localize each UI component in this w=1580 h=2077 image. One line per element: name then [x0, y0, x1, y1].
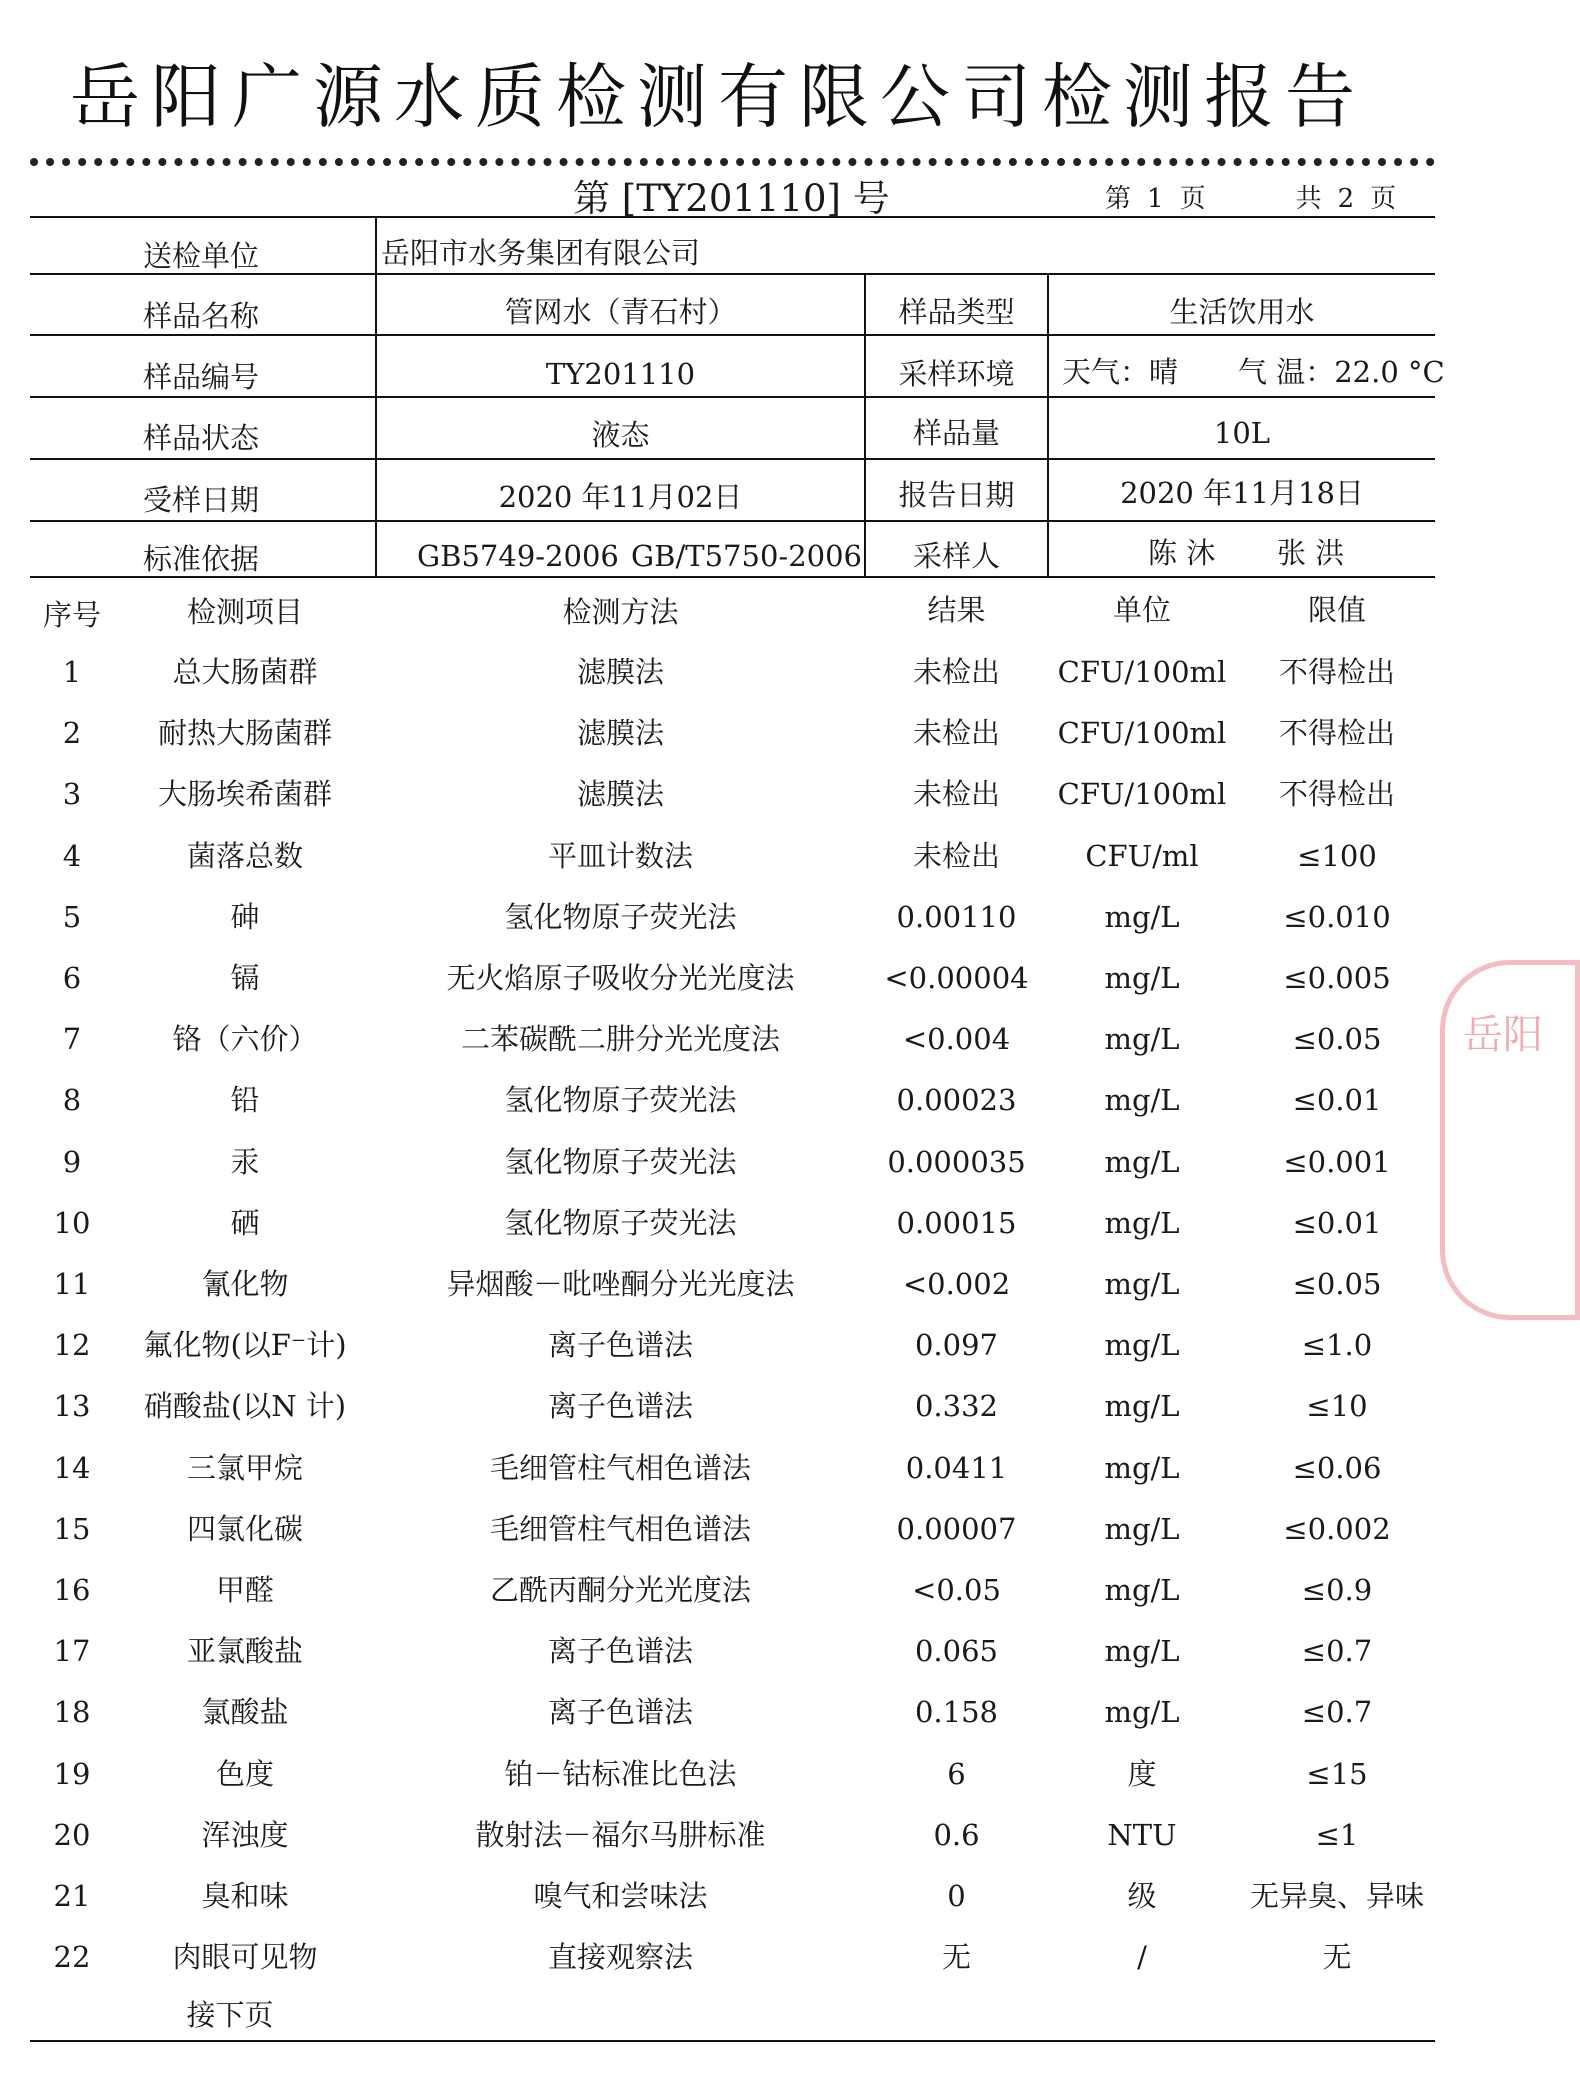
header-unit: 单位	[1112, 593, 1171, 627]
cell-method: 氢化物原子荧光法	[504, 900, 737, 934]
cell-no: 15	[53, 1512, 91, 1546]
cell-result: 0.00007	[896, 1512, 1017, 1546]
cell-result: 未检出	[912, 716, 1000, 750]
cell-unit: mg/L	[1104, 1695, 1180, 1729]
cell-item: 砷	[230, 900, 260, 934]
cell-limit: ≤1	[1315, 1818, 1359, 1852]
cell-item: 肉眼可见物	[172, 1940, 318, 1974]
received-date-label: 受样日期	[143, 483, 260, 517]
page-number: 1	[1147, 184, 1164, 214]
cell-result: 0.158	[914, 1695, 999, 1729]
info-rule-top	[30, 216, 1435, 218]
submitter-value: 岳阳市水务集团有限公司	[381, 236, 701, 270]
report-date-label: 报告日期	[898, 478, 1015, 512]
cell-result: 0.000035	[887, 1145, 1026, 1179]
cell-result: 0.6	[933, 1818, 980, 1852]
page-label-post: 页	[1179, 184, 1206, 214]
cell-method: 离子色谱法	[547, 1328, 693, 1362]
cell-limit: 不得检出	[1278, 777, 1395, 811]
info-col-divider	[375, 216, 377, 576]
cell-unit: 级	[1127, 1879, 1157, 1913]
received-date-value: 2020 年11月02日	[498, 480, 743, 514]
cell-item: 镉	[230, 961, 260, 995]
cell-method: 滤膜法	[576, 655, 664, 689]
sample-no-label: 样品编号	[143, 360, 260, 394]
cell-result: 0.097	[914, 1328, 999, 1362]
cell-unit: mg/L	[1104, 1451, 1180, 1485]
cell-result: 未检出	[912, 777, 1000, 811]
cell-item: 耐热大肠菌群	[157, 716, 332, 750]
cell-unit: mg/L	[1104, 900, 1180, 934]
cell-result: 0.0411	[905, 1451, 1008, 1485]
cell-result: 6	[947, 1757, 966, 1791]
cell-method: 毛细管柱气相色谱法	[489, 1512, 751, 1546]
cell-result: <0.00004	[884, 961, 1029, 995]
cell-method: 氢化物原子荧光法	[504, 1083, 737, 1117]
cell-item: 三氯甲烷	[186, 1451, 303, 1485]
cell-method: 嗅气和尝味法	[533, 1879, 708, 1913]
cell-unit: mg/L	[1104, 1512, 1180, 1546]
sample-name-label: 样品名称	[143, 299, 260, 333]
cell-limit: 不得检出	[1278, 716, 1395, 750]
total-pages: 2	[1337, 184, 1355, 214]
cell-result: 未检出	[912, 655, 1000, 689]
cell-no: 22	[53, 1940, 91, 1974]
cell-method: 铂－钴标准比色法	[504, 1757, 737, 1791]
dotted-divider	[30, 158, 1435, 166]
sampler-2: 张 洪	[1277, 536, 1345, 570]
cell-item: 氰化物	[201, 1267, 289, 1301]
cell-item: 亚氯酸盐	[186, 1634, 303, 1668]
cell-method: 毛细管柱气相色谱法	[489, 1451, 751, 1485]
cell-limit: 无	[1322, 1940, 1352, 1974]
cell-method: 平皿计数法	[547, 839, 693, 873]
cell-no: 21	[53, 1879, 91, 1913]
standard-label: 标准依据	[143, 542, 260, 576]
bottom-rule	[30, 2040, 1435, 2042]
cell-item: 硒	[230, 1206, 260, 1240]
cell-unit: mg/L	[1104, 1145, 1180, 1179]
cell-no: 13	[53, 1389, 91, 1423]
cell-no: 4	[62, 839, 82, 873]
cell-no: 16	[53, 1573, 91, 1607]
page-label-pre: 第	[1105, 184, 1132, 214]
cell-limit: ≤0.05	[1292, 1022, 1382, 1056]
cell-method: 乙酰丙酮分光光度法	[489, 1573, 751, 1607]
cell-no: 14	[53, 1451, 91, 1485]
cell-result: 0.00023	[896, 1083, 1017, 1117]
cell-unit: mg/L	[1104, 1083, 1180, 1117]
standard-value-2: GB/T5750-2006	[631, 539, 862, 573]
cell-limit: ≤0.05	[1292, 1267, 1382, 1301]
cell-unit: NTU	[1107, 1818, 1177, 1852]
cell-limit: 无异臭、异味	[1249, 1879, 1424, 1913]
sampler-1: 陈 沐	[1148, 536, 1216, 570]
cell-item: 浑浊度	[201, 1818, 289, 1852]
cell-no: 5	[62, 900, 82, 934]
cell-no: 17	[53, 1634, 91, 1668]
cell-limit: ≤0.005	[1283, 961, 1391, 995]
cell-item: 汞	[230, 1145, 260, 1179]
cell-limit: ≤0.002	[1283, 1512, 1391, 1546]
info-rule	[30, 458, 1435, 460]
cell-no: 20	[53, 1818, 91, 1852]
cell-no: 8	[62, 1083, 82, 1117]
cell-result: 无	[941, 1940, 971, 1974]
cell-item: 四氯化碳	[186, 1512, 303, 1546]
cell-result: <0.004	[902, 1022, 1011, 1056]
cell-unit: /	[1137, 1940, 1147, 1974]
cell-item: 氯酸盐	[201, 1695, 289, 1729]
cell-unit: mg/L	[1104, 1634, 1180, 1668]
cell-result: 0.065	[914, 1634, 999, 1668]
cell-method: 异烟酸－吡唑酮分光光度法	[446, 1267, 795, 1301]
report-title: 岳阳广源水质检测有限公司检测报告	[70, 56, 1366, 138]
cell-unit: mg/L	[1104, 961, 1180, 995]
cell-no: 10	[53, 1206, 91, 1240]
header-limit: 限值	[1307, 593, 1366, 627]
cell-limit: ≤0.7	[1301, 1695, 1373, 1729]
cell-method: 无火焰原子吸收分光光度法	[446, 961, 795, 995]
cell-item: 大肠埃希菌群	[157, 777, 332, 811]
header-result: 结果	[927, 593, 986, 627]
sample-type-value: 生活饮用水	[1169, 295, 1315, 329]
cell-limit: ≤15	[1306, 1757, 1368, 1791]
env-weather: 天气：晴	[1062, 355, 1179, 389]
page-info	[1105, 178, 1396, 215]
cell-unit: CFU/100ml	[1057, 777, 1227, 811]
cell-no: 9	[62, 1145, 82, 1179]
cell-method: 滤膜法	[576, 716, 664, 750]
cell-item: 铅	[230, 1083, 260, 1117]
cell-limit: ≤10	[1306, 1389, 1368, 1423]
header-item: 检测项目	[186, 595, 303, 629]
cell-limit: ≤0.001	[1283, 1145, 1391, 1179]
cell-limit: ≤0.7	[1301, 1634, 1373, 1668]
cell-no: 18	[53, 1695, 91, 1729]
cell-limit: ≤0.01	[1292, 1083, 1382, 1117]
amount-value: 10L	[1213, 416, 1271, 450]
continued-note: 接下页	[186, 1998, 274, 2032]
sample-no-value: TY201110	[545, 357, 696, 391]
cell-unit: CFU/100ml	[1057, 716, 1227, 750]
cell-limit: ≤1.0	[1301, 1328, 1373, 1362]
env-temperature: 气 温：22.0 °C	[1238, 355, 1445, 389]
cell-unit: 度	[1127, 1757, 1157, 1791]
cell-no: 2	[62, 716, 82, 750]
red-stamp	[1440, 960, 1580, 1320]
sample-name-value: 管网水（青石村）	[504, 295, 737, 329]
cell-item: 氟化物(以F⁻计)	[143, 1328, 347, 1362]
cell-limit: 不得检出	[1278, 655, 1395, 689]
sample-type-label: 样品类型	[898, 295, 1015, 329]
cell-result: 0.00015	[896, 1206, 1017, 1240]
cell-item: 硝酸盐(以N 计)	[143, 1389, 347, 1423]
header-method: 检测方法	[562, 595, 679, 629]
cell-no: 19	[53, 1757, 91, 1791]
cell-no: 7	[62, 1022, 82, 1056]
cell-method: 离子色谱法	[547, 1634, 693, 1668]
cell-no: 6	[62, 961, 82, 995]
cell-no: 11	[53, 1267, 91, 1301]
standard-value-1: GB5749-2006	[417, 539, 619, 573]
cell-method: 离子色谱法	[547, 1389, 693, 1423]
cell-limit: ≤0.010	[1283, 900, 1391, 934]
cell-no: 1	[62, 655, 82, 689]
total-label-pre: 共	[1295, 184, 1322, 214]
total-label-post: 页	[1370, 184, 1397, 214]
cell-result: 0	[947, 1879, 966, 1913]
submitter-label: 送检单位	[143, 239, 260, 273]
cell-limit: ≤0.06	[1292, 1451, 1382, 1485]
cell-result: <0.002	[902, 1267, 1011, 1301]
cell-method: 氢化物原子荧光法	[504, 1145, 737, 1179]
document-number: 第 [TY201110] 号	[573, 177, 890, 220]
cell-method: 离子色谱法	[547, 1695, 693, 1729]
cell-no: 3	[62, 777, 82, 811]
cell-method: 直接观察法	[547, 1940, 693, 1974]
cell-unit: mg/L	[1104, 1022, 1180, 1056]
cell-item: 铬（六价）	[172, 1022, 318, 1056]
cell-unit: mg/L	[1104, 1206, 1180, 1240]
cell-method: 氢化物原子荧光法	[504, 1206, 737, 1240]
info-rule	[30, 520, 1435, 522]
cell-item: 总大肠菌群	[172, 655, 318, 689]
cell-limit: ≤0.9	[1301, 1573, 1373, 1607]
sampler-label: 采样人	[912, 539, 1000, 573]
cell-unit: CFU/100ml	[1057, 655, 1227, 689]
env-label: 采样环境	[898, 357, 1015, 391]
cell-no: 12	[53, 1328, 91, 1362]
cell-method: 二苯碳酰二肼分光光度法	[460, 1022, 780, 1056]
cell-item: 色度	[215, 1757, 274, 1791]
cell-unit: mg/L	[1104, 1389, 1180, 1423]
cell-unit: mg/L	[1104, 1267, 1180, 1301]
cell-unit: CFU/ml	[1085, 839, 1199, 873]
cell-item: 菌落总数	[186, 839, 303, 873]
cell-method: 滤膜法	[576, 777, 664, 811]
amount-label: 样品量	[912, 416, 1000, 450]
cell-unit: mg/L	[1104, 1573, 1180, 1607]
cell-item: 甲醛	[215, 1573, 274, 1607]
state-value: 液态	[591, 418, 650, 452]
report-date-value: 2020 年11月18日	[1120, 476, 1364, 510]
cell-limit: ≤100	[1297, 839, 1377, 873]
cell-unit: mg/L	[1104, 1328, 1180, 1362]
cell-result: 0.00110	[896, 900, 1017, 934]
stamp-text: 岳阳	[1463, 1012, 1543, 1058]
cell-result: <0.05	[912, 1573, 1001, 1607]
cell-item: 臭和味	[201, 1879, 289, 1913]
cell-method: 散射法－福尔马肼标准	[475, 1818, 766, 1852]
cell-result: 0.332	[914, 1389, 999, 1423]
state-label: 样品状态	[143, 421, 260, 455]
cell-limit: ≤0.01	[1292, 1206, 1382, 1240]
header-no: 序号	[42, 598, 101, 632]
cell-result: 未检出	[912, 839, 1000, 873]
